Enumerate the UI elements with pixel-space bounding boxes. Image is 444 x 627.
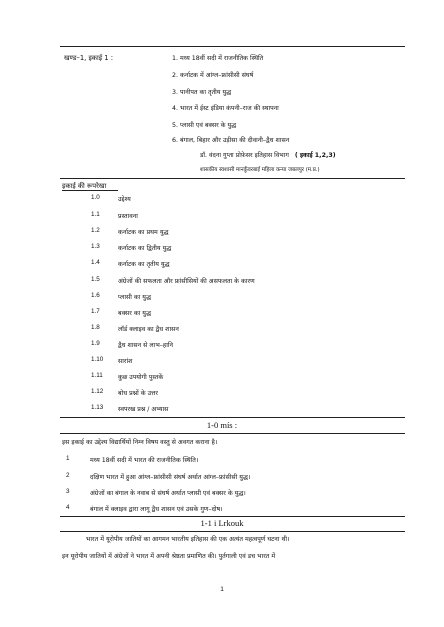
outline-num: 1.7 <box>91 308 100 315</box>
section-rule <box>60 417 405 418</box>
institution: शासकीय स्वशासी मानकुँवरबाई महिला कन्या जबलपुर (म.प्र.) <box>200 167 320 173</box>
intro-line-2: इन यूरोपीय जातियों में अंग्रेजों ने भारत में अपनी श्रेष्ठता प्रमाणित की। पुर्तगाली एवं डच भारत में <box>62 553 276 560</box>
outline-text: अंग्रेजों की सफलता और फ्रांसीसियों की असफलता के कारण <box>118 278 255 285</box>
header-topic-2: 2. कर्नाटक में आंग्ल–फ्रांसीसी संघर्ष <box>172 72 254 79</box>
section-rule <box>60 531 405 532</box>
intro-line-1: भारत में यूरोपीय जातियों का आगमन भारतीय इतिहास की एक अत्यंत महत्वपूर्ण घटना थी। <box>86 536 290 543</box>
outline-text: बक्सर का युद्ध <box>118 310 151 317</box>
outline-title: इकाई की रूपरेखा <box>62 182 107 190</box>
header-bottom-rule <box>60 178 405 179</box>
outline-text: प्लासी का युद्ध <box>118 294 151 301</box>
header-topic-3: 3. पानीपत का तृतीय युद्ध <box>172 89 232 96</box>
outline-num: 1.11 <box>91 372 103 379</box>
outline-text: बोध प्रश्नों के उत्तर <box>118 390 158 397</box>
objective-num: 2 <box>66 472 70 479</box>
top-rule <box>60 46 405 47</box>
author-line <box>200 150 336 159</box>
outline-num: 1.9 <box>91 340 100 347</box>
objective-text: दक्षिण भारत में हुआ आंग्ल–फ्रांसीसी संघर्ष अर्थात आंग्ल–फ्रांसीसी युद्ध। <box>90 474 251 481</box>
header-topic-5: 5. प्लासी एवं बक्सर के युद्ध <box>172 122 237 129</box>
unit-label: खण्ड–1, इकाई 1 : <box>64 54 114 62</box>
header-topic-4: 4. भारत में ईस्ट इंडिया कंपनी–राज की स्थापना <box>172 105 279 112</box>
outline-num: 1.0 <box>91 194 100 201</box>
outline-text: कर्नाटक का तृतीय युद्ध <box>118 261 170 268</box>
outline-num: 1.6 <box>91 292 100 299</box>
outline-num: 1.4 <box>91 259 100 266</box>
section-rule <box>60 433 405 434</box>
objectives-heading: 1-0 mís : <box>206 420 238 430</box>
page-number: 1 <box>220 586 224 593</box>
objective-text: बंगाल में क्लाइव द्वारा लागू द्वैध शासन एवं उसके गुण–दोष। <box>90 506 223 513</box>
intro-heading: 1-1 i Lrkouk <box>200 518 244 528</box>
outline-num: 1.8 <box>91 324 100 331</box>
outline-text: कर्नाटक का द्वितीय युद्ध <box>118 245 172 252</box>
objective-num: 3 <box>66 488 70 495</box>
outline-num: 1.13 <box>91 404 104 411</box>
outline-text: कुछ उपयोगी पुस्तकें <box>118 374 164 381</box>
header-topic-1: 1. मध्य 18वीं सदी में राजनीतिक स्थिति <box>172 55 264 62</box>
author-units: ( इकाई 1,2,3) <box>294 152 336 159</box>
outline-num: 1.3 <box>91 243 100 250</box>
outline-text: द्वैध शासन से लाभ–हानि <box>118 342 173 349</box>
outline-text: लॉर्ड क्लाइव का द्वैध शासन <box>118 326 179 333</box>
outline-text: स्वपरख प्रश्न / अभ्यास <box>118 406 169 413</box>
outline-text: कर्नाटक का प्रथम युद्ध <box>118 229 169 236</box>
outline-num: 1.5 <box>91 276 100 283</box>
outline-num: 1.1 <box>91 211 100 218</box>
outline-text: सारांश <box>118 358 133 365</box>
section-rule <box>60 516 405 517</box>
header-topic-6: 6. बंगाल, बिहार और उड़ीसा की दीवानी–द्वैध शासन <box>172 137 290 144</box>
outline-num: 1.12 <box>91 388 104 395</box>
objective-num: 4 <box>66 504 70 511</box>
outline-text: उद्देश्य <box>118 196 131 203</box>
outline-title-underline <box>62 190 118 191</box>
objective-num: 1 <box>66 455 70 462</box>
objective-text: मध्य 18वीं सदी में भारत की राजनीतिक स्थिति। <box>90 457 199 464</box>
outline-num: 1.10 <box>91 356 104 363</box>
author-name: डॉ. वंदना गुप्ता प्रोफ़ेसर इतिहास विभाग <box>200 152 289 159</box>
outline-text: प्रस्तावना <box>118 213 138 220</box>
outline-num: 1.2 <box>91 227 100 234</box>
objectives-intro: इस इकाई का उद्देश्य विद्यार्थियों निम्न विषय वस्तु से अवगत कराना है। <box>62 439 218 446</box>
objective-text: अंग्रेजों का बंगाल के नवाब से संघर्ष अर्थात प्लासी एवं बक्सर के युद्ध। <box>90 490 246 497</box>
